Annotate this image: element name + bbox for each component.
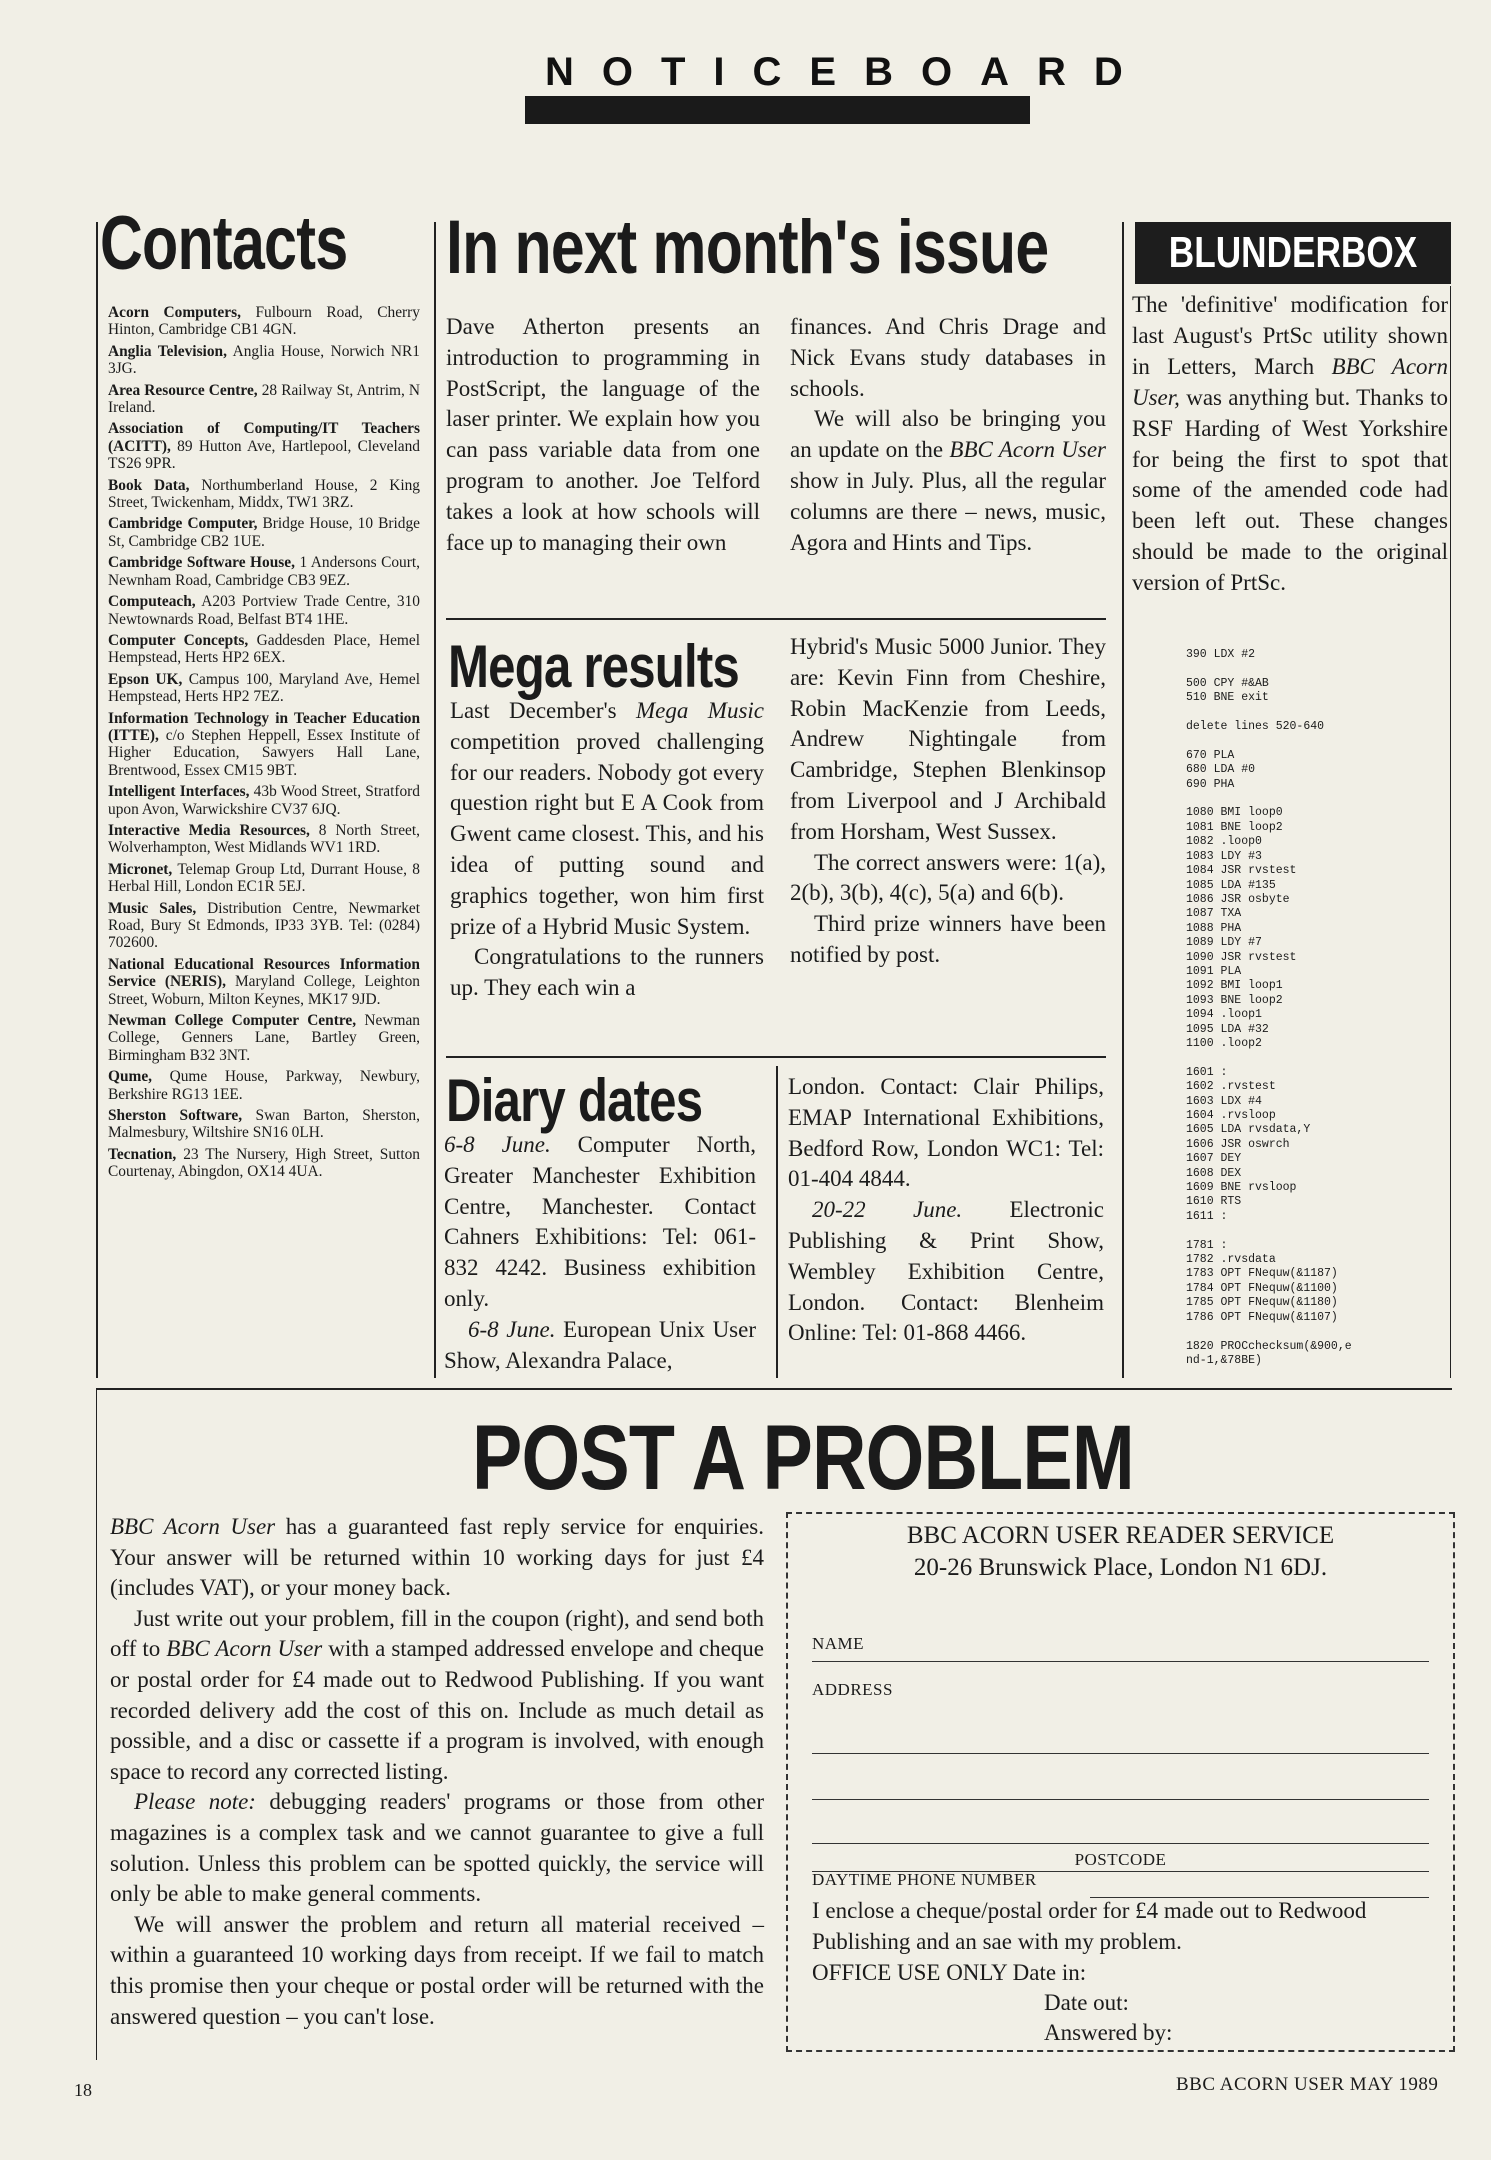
- contact-detail: 28 Railway St, Antrim, N Ireland.: [108, 381, 420, 417]
- contact-entry: [108, 632, 420, 667]
- next-month-col2-p2: We will also be bringing you an update on the BBC Acorn User show in July. Plus, all the regular columns are there – news, music, Agora and Hints and Tips.: [790, 406, 1106, 555]
- coupon-title: BBC ACORN USER READER SERVICE: [906, 1522, 1335, 1549]
- contact-name: Sherston Software,: [108, 1107, 243, 1125]
- next-month-title: In next month's issue: [446, 205, 1049, 290]
- contact-detail: Northumberland House, 2 King Street, Twickenham, Middx, TW1 3RZ.: [108, 476, 420, 512]
- contact-entry: [108, 783, 420, 818]
- column-rule-contacts: [434, 222, 436, 1378]
- contact-entry: [108, 554, 420, 589]
- address-field[interactable]: [812, 1680, 1429, 1708]
- contact-entry: [108, 304, 420, 339]
- contact-entry: [108, 1146, 420, 1181]
- mega-col2-p2: The correct answers were: 1(a), 2(b), 3(b), 4(c), 5(a) and 6(b).: [790, 849, 1106, 906]
- mega-col2-p1: Hybrid's Music 5000 Junior. They are: Kevin Finn from Cheshire, Robin MacKenzie from Leeds, Andrew Nightingale from Cambridge, Stephen Blenkinsop from Liverpool and J Archibald from Horsham, West Sussex.: [790, 634, 1106, 844]
- blunderbox-header: [1135, 222, 1451, 284]
- contact-detail: Campus 100, Maryland Ave, Hemel Hempstead, Herts HP2 7EZ.: [108, 670, 420, 706]
- contact-name: Qume,: [108, 1068, 153, 1086]
- answered-by-label: Answered by:: [1044, 2020, 1173, 2045]
- post-a-problem-body: [110, 1512, 764, 2032]
- diary-col2-p1: London. Contact: Clair Philips, EMAP International Exhibitions, Bedford Row, London WC1: Tel: 01-404 4844.: [788, 1074, 1104, 1192]
- contact-name: Newman College Computer Centre,: [108, 1012, 357, 1030]
- contact-detail: Swan Barton, Sherston, Malmesbury, Wiltshire SN16 0LH.: [108, 1107, 420, 1142]
- next-month-col1: Dave Atherton presents an introduction to programming in PostScript, the language of the laser printer. We explain how you can pass variable data from one program to another. Joe Telford takes a look at how schools will face up to managing their own: [446, 314, 760, 555]
- contact-name: Interactive Media Resources,: [108, 821, 310, 839]
- rule-above-post: [96, 1388, 1452, 1390]
- post-p2: Just write out your problem, fill in the coupon (right), and send both off to BBC Acorn User with a stamped addressed envelope and cheque or postal order for £4 made out to Redwood Publishing. If you want recorded delivery add the cost of this on. Include as much detail as possible, and a disc or cassette if a program is involved, with enough space to record any corrected listing.: [110, 1605, 765, 1784]
- contact-name: Epson UK,: [108, 670, 183, 688]
- contact-detail: c/o Stephen Heppell, Essex Institute of Higher Education, Sawyers Hall Lane, Brentwood, Essex CM15 9BT.: [108, 726, 421, 779]
- contact-detail: A203 Portview Trade Centre, 310 Newtownards Road, Belfast BT4 1HE.: [108, 593, 421, 628]
- column-rule-left: [96, 222, 98, 1378]
- post-rule-left: [96, 1390, 97, 2060]
- next-month-col2-p1: finances. And Chris Drage and Nick Evans study databases in schools.: [790, 314, 1106, 401]
- contact-entry: [108, 1107, 420, 1142]
- contact-name: Computeach,: [108, 593, 196, 611]
- contact-detail: Distribution Centre, Newmarket Road, Bury St Edmonds, IP33 3YB. Tel: (0284) 702600.: [108, 899, 420, 952]
- contact-name: Association of Computing/IT Teachers (ACITT),: [108, 420, 420, 455]
- blunderbox-title: BLUNDERBOX: [1168, 228, 1418, 277]
- diary-col2: [788, 1072, 1104, 1349]
- mega-results-col1: [450, 696, 764, 1004]
- blunderbox-rule-right: [1450, 286, 1451, 1378]
- contact-name: Computer Concepts,: [108, 631, 249, 649]
- diary-col1: [444, 1130, 756, 1376]
- contact-detail: Maryland College, Leighton Street, Woburn, Milton Keynes, MK17 9JD.: [108, 973, 420, 1008]
- diary-dates-title: Diary dates: [446, 1067, 703, 1134]
- mega-results-title: Mega results: [448, 633, 739, 700]
- contact-name: Area Resource Centre,: [108, 381, 258, 399]
- contact-detail: Anglia House, Norwich NR1 3JG.: [108, 342, 420, 378]
- contact-name: Micronet,: [108, 860, 173, 878]
- masthead: [525, 50, 1151, 124]
- contact-detail: 8 North Street, Wolverhampton, West Midlands WV1 1RD.: [108, 821, 420, 857]
- diary-event-3: 20-22 June. Electronic Publishing & Print Show, Wembley Exhibition Centre, London. Contact: Blenheim Online: Tel: 01-868 4466.: [788, 1197, 1104, 1346]
- coupon-enclose-text: I enclose a cheque/postal order for £4 made out to Redwood Publishing and an sae with my problem.: [812, 1898, 1367, 1954]
- contact-entry: [108, 515, 420, 550]
- code-listing: 390 LDX #2 500 CPY #&AB 510 BNE exit delete lines 520-640 670 PLA 680 LDA #0 690 PHA 1080 BMI loop0 1081 BNE loop2 1082 .loop0 1083 LDY #3 1084 JSR rvstest 1085 LDA #135 1086 JSR osbyte 1087 TXA 1088 PHA 1089 LDY #7 1090 JSR rvstest 1091 PLA 1092 BMI loop1 1093 BNE loop2 1094 .loop1 1095 LDA #32 1100 .loop2 1601 : 1602 .rvstest 1603 LDX #4 1604 .rvsloop 1605 LDA rvsdata,Y 1606 JSR oswrch 1607 DEY 1608 DEX 1609 BNE rvsloop 1610 RTS 1611 : 1781 : 1782 .rvsdata 1783 OPT FNequw(&1187) 1784 OPT FNequw(&1100) 1785 OPT FNequw(&1180) 1786 OPT FNequw(&1107) 1820 PROCchecksum(&900,e nd-1,&78BE): [1186, 648, 1352, 1367]
- postcode-label: POSTCODE: [1074, 1850, 1167, 1869]
- contacts-list: [108, 304, 420, 1185]
- mega-p2: Congratulations to the runners up. They each win a: [450, 944, 764, 1001]
- contact-name: Tecnation,: [108, 1145, 177, 1163]
- contact-detail: Bridge House, 10 Bridge St, Cambridge CB2 1UE.: [108, 515, 420, 550]
- contact-name: Anglia Television,: [108, 342, 227, 360]
- contact-entry: [108, 420, 420, 472]
- next-month-col2: [790, 312, 1106, 558]
- address-line-3[interactable]: [812, 1760, 1429, 1800]
- contact-entry: [108, 1068, 420, 1103]
- section-title: NOTICEBOARD: [545, 50, 1151, 94]
- contact-name: Intelligent Interfaces,: [108, 783, 250, 801]
- post-p4: We will answer the problem and return all material received – within a guaranteed 10 working days from receipt. If we fail to match this promise then your cheque or postal order will be returned with the answered question – you can't lose.: [110, 1911, 764, 2029]
- postcode-field[interactable]: [812, 1822, 1429, 1872]
- address-label: ADDRESS: [812, 1680, 893, 1699]
- phone-field[interactable]: [812, 1870, 1429, 1898]
- contact-name: Music Sales,: [108, 899, 197, 917]
- contacts-title: Contacts: [100, 201, 348, 286]
- mega-col2-p3: Third prize winners have been notified by post.: [790, 911, 1106, 967]
- rule-above-mega: [446, 618, 1106, 620]
- post-a-problem-title: POST A PROBLEM: [472, 1407, 1134, 1509]
- column-rule-diary: [776, 1066, 778, 1378]
- blunderbox-text: The 'definitive' modification for last August's PrtSc utility shown in Letters, March BBC Acorn User, was anything but. Thanks to RSF Harding of West Yorkshire for being the first to spot that some of the amended code had been left out. These changes should be made to the original version of PrtSc.: [1132, 292, 1448, 596]
- masthead-bar: [525, 96, 1030, 124]
- page-number: 18: [74, 2080, 92, 2100]
- contact-entry: [108, 822, 420, 857]
- diary-event-2: 6-8 June. European Unix User Show, Alexandra Palace,: [444, 1316, 756, 1373]
- mega-p1: Last December's Mega Music competition proved challenging for our readers. Nobody got every question right but E A Cook from Gwent came closest. This, and his idea of putting sound and graphics together, won him first prize of a Hybrid Music System.: [450, 698, 765, 939]
- contact-entry: [108, 956, 420, 1008]
- post-p1: BBC Acorn User has a guaranteed fast reply service for enquiries. Your answer will be returned within 10 working days for just £4 (includes VAT), or your money back.: [110, 1514, 765, 1601]
- date-out-label: Date out:: [1044, 1990, 1129, 2015]
- address-line-2[interactable]: [812, 1714, 1429, 1754]
- contact-detail: Qume House, Parkway, Newbury, Berkshire RG13 1EE.: [108, 1068, 420, 1103]
- contact-entry: [108, 1012, 420, 1064]
- contact-entry: [108, 671, 420, 706]
- contact-detail: Telemap Group Ltd, Durrant House, 8 Herbal Hill, London EC1R 5EJ.: [108, 860, 420, 896]
- phone-label: DAYTIME PHONE NUMBER: [812, 1870, 1037, 1889]
- name-field[interactable]: [812, 1634, 1429, 1662]
- contact-detail: 1 Andersons Court, Newnham Road, Cambridge CB3 9EZ.: [108, 554, 420, 589]
- column-rule-blunderbox: [1122, 222, 1124, 1378]
- contact-name: Book Data,: [108, 476, 190, 494]
- contact-entry: [108, 343, 420, 378]
- contact-name: Cambridge Computer,: [108, 515, 258, 533]
- mega-results-col2: [790, 632, 1106, 971]
- coupon-heading: [788, 1520, 1453, 1584]
- contact-name: Information Technology in Teacher Education (ITTE),: [108, 709, 420, 744]
- diary-event-1: 6-8 June. Computer North, Greater Manchester Exhibition Centre, Manchester. Contact Cahners Exhibitions: Tel: 061-832 4242. Business exhibition only.: [444, 1132, 756, 1311]
- contact-name: National Educational Resources Information Service (NERIS),: [108, 955, 420, 991]
- rule-above-diary: [446, 1056, 1106, 1058]
- contact-entry: [108, 382, 420, 417]
- contact-detail: Gaddesden Place, Hemel Hempstead, Herts HP2 6EX.: [108, 631, 420, 667]
- contact-name: Cambridge Software House,: [108, 554, 295, 572]
- contact-detail: 23 The Nursery, High Street, Sutton Courtenay, Abingdon, OX14 4UA.: [108, 1145, 420, 1181]
- contact-entry: [108, 900, 420, 952]
- name-line: [812, 1661, 1429, 1662]
- name-label: NAME: [812, 1634, 865, 1653]
- contact-detail: 43b Wood Street, Stratford upon Avon, Warwickshire CV37 6JQ.: [108, 783, 420, 818]
- contact-detail: Fulbourn Road, Cherry Hinton, Cambridge CB1 4GN.: [108, 304, 420, 339]
- office-use-date-in: OFFICE USE ONLY Date in:: [812, 1960, 1087, 1985]
- contact-detail: Newman College, Genners Lane, Bartley Green, Birmingham B32 3NT.: [108, 1012, 420, 1064]
- publication-footer: BBC ACORN USER MAY 1989: [1176, 2074, 1439, 2095]
- contact-name: Acorn Computers,: [108, 304, 241, 321]
- reader-service-coupon[interactable]: [786, 1512, 1455, 2052]
- post-p3: Please note: debugging readers' programs or those from other magazines is a complex task and we cannot guarantee to give a full solution. Unless this problem can be spotted quickly, the service will only be able to make general comments.: [110, 1789, 764, 1907]
- contact-entry: [108, 861, 420, 896]
- contact-entry: [108, 477, 420, 512]
- contact-entry: [108, 710, 420, 780]
- coupon-address: 20-26 Brunswick Place, London N1 6DJ.: [913, 1554, 1328, 1581]
- contact-entry: [108, 593, 420, 628]
- contact-detail: 89 Hutton Ave, Hartlepool, Cleveland TS26 9PR.: [108, 437, 420, 473]
